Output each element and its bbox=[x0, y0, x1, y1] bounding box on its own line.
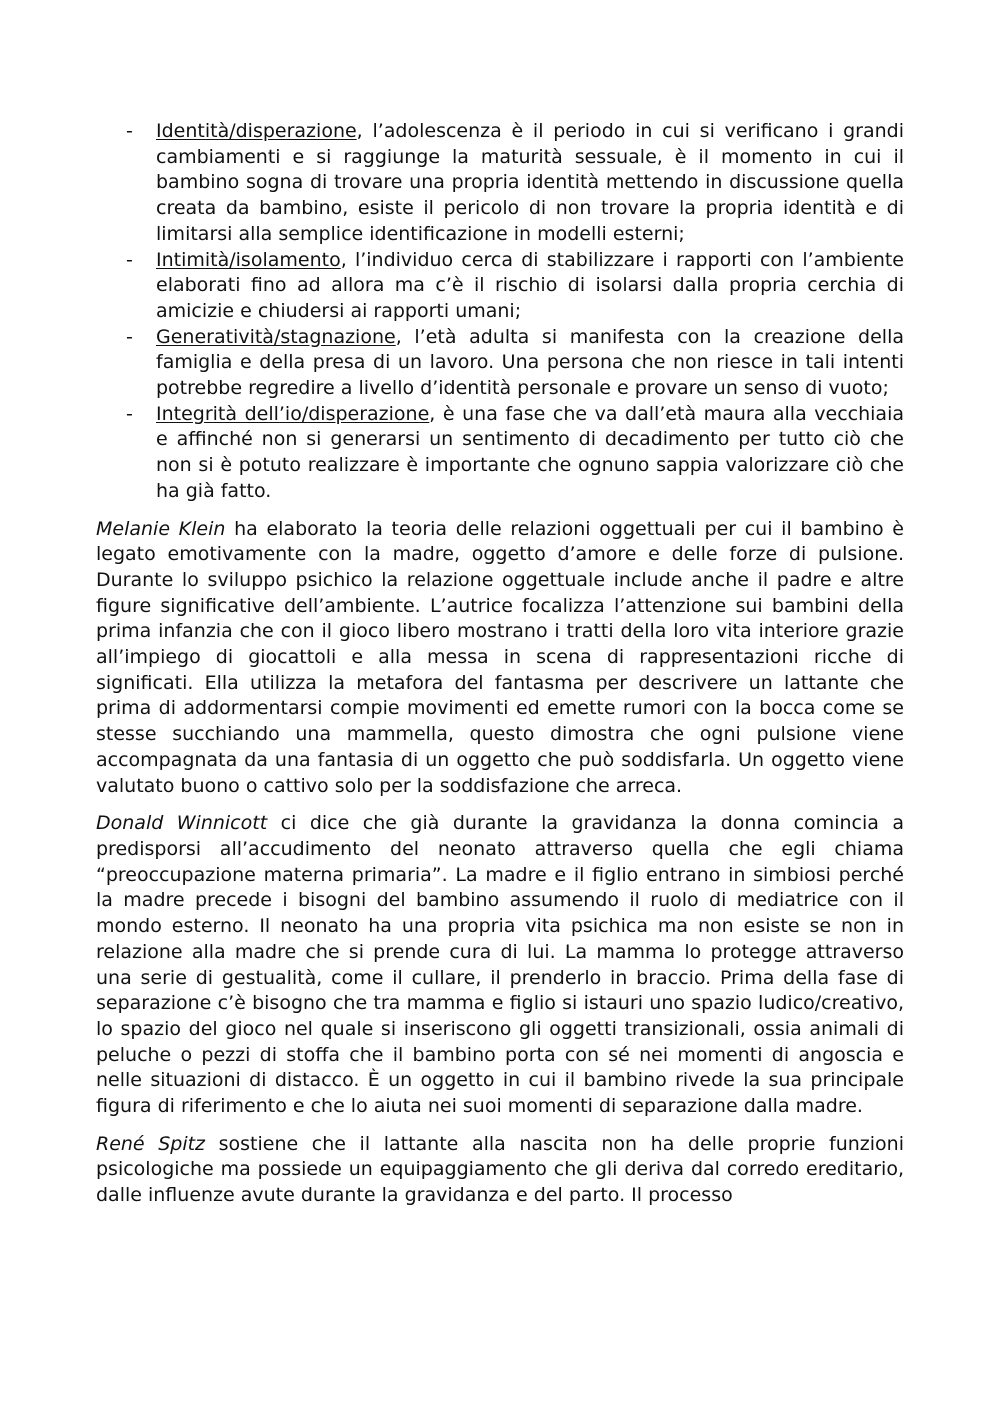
paragraph-winnicott bbox=[96, 811, 904, 1119]
paragraph-klein bbox=[96, 517, 904, 800]
paragraph-spitz bbox=[96, 1132, 904, 1209]
stage-term: Generatività/stagnazione bbox=[156, 325, 396, 348]
stage-description: , l’età adulta si manifesta con la creazione della famiglia e della presa di un lavoro. Una persona che non riesce in tali intenti potrebbe regredire a livello d’identità personale e provare un senso di vuoto; bbox=[156, 325, 904, 400]
stage-term: Identità/disperazione bbox=[156, 120, 357, 142]
author-name: Donald Winnicott bbox=[96, 812, 268, 835]
stage-description: , l’adolescenza è il periodo in cui si verificano i grandi cambiamenti e si raggiunge la maturità sessuale, è il momento in cui il bambino sogna di trovare una propria identità mettendo in discussione quella creata da bambino, esiste il pericolo di non trovare la propria identità e di limitarsi alla semplice identificazione in modelli esterni; bbox=[156, 120, 904, 245]
paragraph-text: sostiene che il lattante alla nascita non ha delle proprie funzioni psicologiche ma possiede un equipaggiamento che gli deriva dal corredo ereditario, dalle influenze avute durante la gravidanza e del parto. Il processo bbox=[96, 1132, 904, 1207]
author-name: Melanie Klein bbox=[96, 517, 226, 540]
stage-description: , è una fase che va dall’età maura alla vecchiaia e affinché non si generarsi un sentimento di decadimento per tutto ciò che non si è potuto realizzare è importante che ognuno sappia valorizzare ciò che ha già fatto. bbox=[156, 402, 904, 502]
dash-bullet: - bbox=[126, 402, 133, 425]
list-item bbox=[126, 325, 904, 402]
stage-term: Integrità dell’io/disperazione bbox=[156, 402, 430, 425]
list-item bbox=[126, 248, 904, 325]
list-item bbox=[126, 402, 904, 505]
stage-term: Intimità/isolamento bbox=[156, 248, 341, 271]
document-page bbox=[96, 119, 904, 1221]
paragraph-text: ha elaborato la teoria delle relazioni oggettuali per cui il bambino è legato emotivamente con la madre, oggetto d’amore e delle forze di pulsione. Durante lo sviluppo psichico la relazione oggettuale include anche il padre e altre figure significative dell’ambiente. L’autrice focalizza l’attenzione sui bambini della prima infanzia che con il gioco libero mostrano i tratti della loro vita interiore grazie all’impiego di giocattoli e alla messa in scena di rappresentazioni ricche di significati. Ella utilizza la metafora del fantasma per descrivere un lattante che prima di addormentarsi compie movimenti ed emette rumori con la bocca come se stesse succhiando una mammella, questo dimostra che ogni pulsione viene accompagnata da una fantasia di un oggetto che può soddisfarla. Un oggetto viene valutato buono o cattivo solo per la soddisfazione che arreca. bbox=[96, 517, 904, 797]
author-name: René Spitz bbox=[96, 1132, 206, 1155]
dash-bullet: - bbox=[126, 248, 133, 271]
dash-bullet: - bbox=[126, 120, 133, 142]
stage-list bbox=[96, 119, 904, 505]
stage-description: , l’individuo cerca di stabilizzare i rapporti con l’ambiente elaborati fino ad allora ma c’è il rischio di isolarsi dalla propria cerchia di amicizie e chiudersi ai rapporti umani; bbox=[156, 248, 904, 322]
list-item bbox=[126, 119, 904, 248]
dash-bullet: - bbox=[126, 325, 133, 348]
paragraph-text: ci dice che già durante la gravidanza la donna comincia a predisporsi all’accudimento del neonato attraverso quella che egli chiama “preoccupazione materna primaria”. La madre e il figlio entrano in simbiosi perché la madre precede i bisogni del bambino assumendo il ruolo di mediatrice con il mondo esterno. Il neonato ha una propria vita psichica ma non esiste se non in relazione alla madre che si prende cura di lui. La mamma lo protegge attraverso una serie di gestualità, come il cullare, il prenderlo in braccio. Prima della fase di separazione c’è bisogno che tra mamma e figlio si istauri uno spazio ludico/creativo, lo spazio del gioco nel quale si inseriscono gli oggetti transizionali, ossia animali di peluche o pezzi di stoffa che il bambino porta con sé nei momenti di angoscia e nelle situazioni di distacco. È un oggetto in cui il bambino rivede la sua principale figura di riferimento e che lo aiuta nei suoi momenti di separazione dalla madre. bbox=[96, 812, 904, 1118]
